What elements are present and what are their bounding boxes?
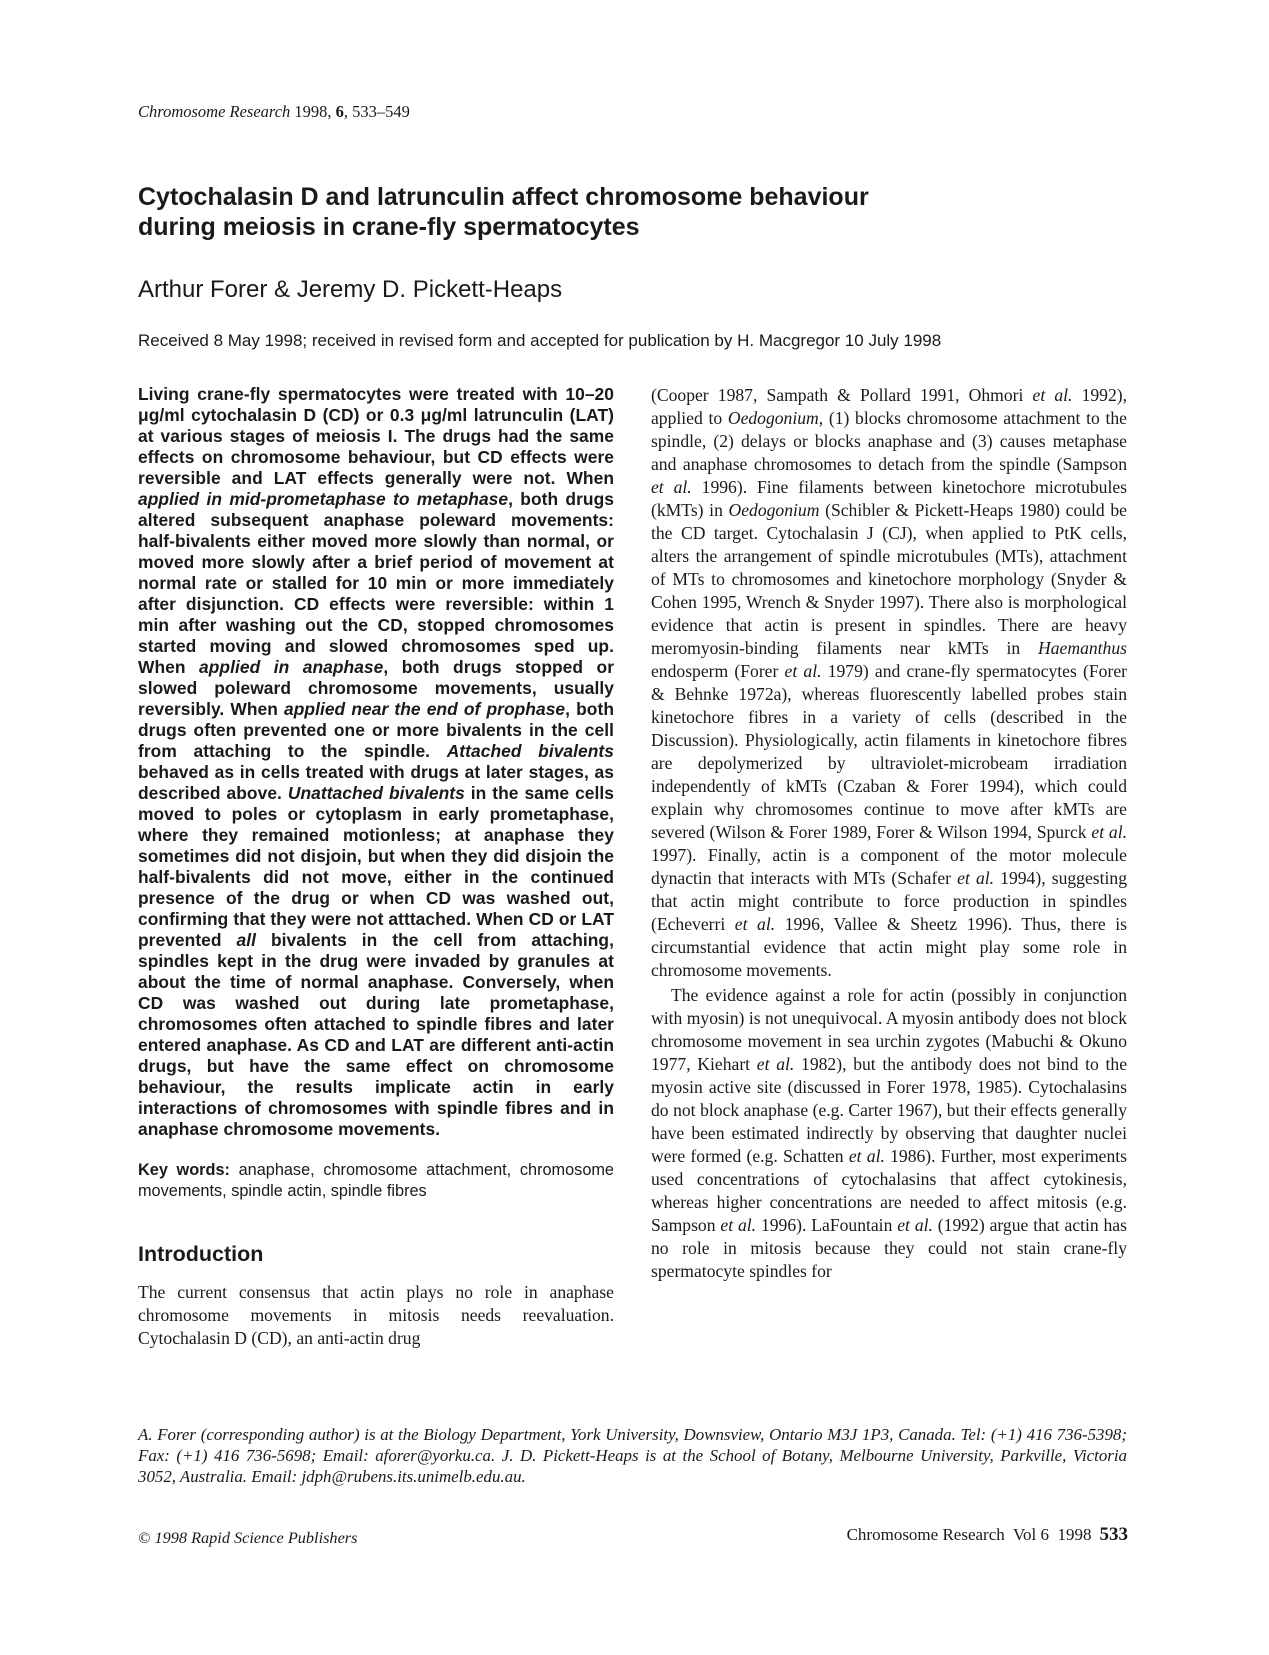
body-text: 1979) and crane-fly spermatocytes (Forer & Behnke 1972a), whereas fluorescently labelled probes stain kinetochore fibres in a variety of cells (described in the Discussion). Physiologically, actin filaments in kinetochore fibres are depolymerized by ultraviolet-microbeam irradiation independently of kMTs (Czaban & Forer 1994), which could explain why chromosomes continue to move after kMTs are severed (Wilson & Forer 1989, Forer & Wilson 1994, Spurck — [651, 661, 1127, 842]
body-text: (Cooper 1987, Sampath & Pollard 1991, Ohmori — [651, 385, 1033, 405]
body-text: 1996, Vallee & Sheetz 1996). Thus, there is circumstantial evidence that actin might play some role in chromosome movements. — [651, 914, 1127, 980]
body-italic: et al. — [720, 1215, 757, 1235]
body-text: , (1) blocks chromosome attachment to the spindle, (2) delays or blocks anaphase and (3) causes metaphase and anaphase chromosomes to detach from the spindle (Sampson — [651, 408, 1127, 474]
abstract-emphasis: applied near the end of prophase — [284, 699, 566, 719]
title-line-1: Cytochalasin D and latrunculin affect chromosome behaviour — [138, 183, 869, 211]
body-italic: et al. — [848, 1146, 885, 1166]
abstract-text: behaved as in cells treated with drugs at later stages, as described above. — [138, 762, 614, 803]
body-italic: et al. — [897, 1215, 933, 1235]
abstract-emphasis: all — [236, 930, 257, 950]
keywords — [138, 1160, 614, 1202]
body-text: (Schibler & Pickett-Heaps 1980) could be the CD target. Cytochalasin J (CJ), when applied to PtK cells, alters the arrangement of spindle microtubules (MTs), attachment of MTs to chromosomes and kinetochore morphology (Snyder & Cohen 1995, Wrench & Snyder 1997). There also is morphological evidence that actin is present in spindles. There are heavy meromyosin-binding filaments near kMTs in — [651, 500, 1127, 658]
body-text: 1996). Fine filaments between kinetochore microtubules (kMTs) in — [651, 477, 1127, 520]
body-text: (1992) argue that actin has no role in mitosis because they could not stain crane-fly spermatocyte spindles for — [651, 1215, 1127, 1281]
body-text: 1986). Further, most experiments used concentrations of cytochalasins that affect cytokinesis, whereas higher concentrations are needed to affect mitosis (e.g. Sampson — [651, 1146, 1127, 1235]
body-text: endosperm (Forer — [651, 661, 785, 681]
abstract-text: , both drugs stopped or slowed poleward chromosome movements, usually reversibly. When — [138, 657, 615, 719]
left-column — [138, 384, 614, 1350]
abstract-emphasis: Unattached bivalents — [287, 783, 465, 803]
journal-volume: 6 — [335, 102, 344, 121]
body-italic: et al. — [651, 477, 692, 497]
body-italic: et al. — [1032, 385, 1073, 405]
body-italic: Oedogonium — [727, 408, 819, 428]
journal-year: 1998, — [294, 102, 332, 121]
body-italic: Haemanthus — [1038, 638, 1127, 658]
footer-journal-info: Chromosome Research Vol 6 1998 — [846, 1525, 1092, 1544]
running-head — [138, 102, 410, 122]
body-text: 1997). Finally, actin is a component of the motor molecule dynactin that interacts with MTs (Schafer — [651, 845, 1127, 888]
body-text: 1992), applied to — [651, 385, 1128, 428]
body-text: 1982), but the antibody does not bind to the myosin active site (discussed in Forer 1978, 1985). Cytochalasins do not block anaphase (e.g. Carter 1967), but their effects generally have been estimated indirectly by observing that daughter nuclei were formed (e.g. Schatten — [651, 1054, 1128, 1166]
abstract-text: bivalents in the cell from attaching, spindles kept in the drug were invaded by granules at about the time of normal anaphase. Conversely, when CD was washed out during late prometaphase, chromosomes often attached to spindle fibres and later entered anaphase. As CD and LAT are different anti-actin drugs, but have the same effect on chromosome behaviour, the results implicate actin in early interactions of chromosomes with spindle fibres and in anaphase chromosome movements. — [138, 930, 614, 1139]
body-paragraph — [651, 984, 1127, 1283]
abstract-text: , both drugs altered subsequent anaphase poleward movements: half-bivalents either moved more slowly than normal, or moved more slowly after a brief period of movement at normal rate or stalled for 10 min or more immediately after disjunction. CD effects were reversible: within 1 min after washing out the CD, stopped chromosomes started moving and slowed chromosomes sped up. When — [138, 489, 614, 677]
intro-paragraph: The current consensus that actin plays no role in anaphase chromosome movements in mitosis needs reevaluation. Cytochalasin D (CD), an anti-actin drug — [138, 1282, 614, 1348]
authors: Arthur Forer & Jeremy D. Pickett-Heaps — [138, 276, 563, 303]
body-text: 1994), suggesting that actin might contribute to force production in spindles (Echeverri — [651, 868, 1127, 934]
body-italic: et al. — [756, 1054, 795, 1074]
page-number: 533 — [1099, 1524, 1128, 1545]
received-dates: Received 8 May 1998; received in revised form and accepted for publication by H. Macgregor 10 July 1998 — [138, 331, 942, 350]
abstract-text: Living crane-fly spermatocytes were treated with 10–20 μg/ml cytochalasin D (CD) or 0.3 μg/ml latrunculin (LAT) at various stages of meiosis I. The drugs had the same effects on chromosome behaviour, but CD effects were reversible and LAT effects generally were not. When — [138, 384, 614, 488]
journal-name: Chromosome Research — [138, 102, 291, 121]
body-text: 1996). LaFountain — [756, 1215, 898, 1235]
body-italic: et al. — [957, 868, 995, 888]
abstract-emphasis: Attached bivalents — [446, 741, 614, 761]
abstract-text: in the same cells moved to poles or cytoplasm in early prometaphase, where they remained motionless; at anaphase they sometimes did not disjoin, but when they did disjoin the half-bivalents did not move, either in the continued presence of the drug or when CD was washed out, confirming that they were not atttached. When CD or LAT prevented — [138, 783, 614, 950]
right-column — [651, 384, 1127, 1283]
section-heading-introduction: Introduction — [138, 1242, 264, 1266]
abstract-emphasis: applied in mid-prometaphase to metaphase — [138, 489, 509, 509]
body-paragraph — [651, 384, 1127, 982]
body-italic: et al. — [1091, 822, 1127, 842]
author-affiliation-footnote: A. Forer (corresponding author) is at the Biology Department, York University, Downsview, Ontario M3J 1P3, Canada. Tel: (+1) 416 736-5398; Fax: (+1) 416 736-5698; Email: aforer@yorku.ca. J. D. Pickett-Heaps is at the School of Botany, Melbourne University, Parkville, Victoria 3052, Australia. Email: jdph@rubens.its.unimelb.edu.au. — [138, 1425, 1127, 1486]
abstract-text: , both drugs often prevented one or more bivalents in the cell from attaching to the spindle. — [138, 699, 614, 761]
keywords-label: Key words: — [138, 1161, 230, 1179]
page-footer — [847, 1524, 1128, 1546]
abstract — [138, 384, 614, 1140]
title-line-2: during meiosis in crane-fly spermatocytes — [138, 213, 640, 241]
body-italic: et al. — [734, 914, 776, 934]
body-text: The evidence against a role for actin (possibly in conjunction with myosin) is not unequivocal. A myosin antibody does not block chromosome movement in sea urchin zygotes (Mabuchi & Okuno 1977, Kiehart — [651, 985, 1127, 1074]
body-italic: Oedogonium — [728, 500, 820, 520]
copyright-notice: © 1998 Rapid Science Publishers — [138, 1528, 358, 1547]
body-italic: et al. — [784, 661, 822, 681]
keywords-text: anaphase, chromosome attachment, chromosome movements, spindle actin, spindle fibres — [138, 1161, 614, 1200]
abstract-emphasis: applied in anaphase — [199, 657, 384, 677]
article-title — [138, 182, 1138, 242]
journal-pages: , 533–549 — [343, 102, 410, 121]
